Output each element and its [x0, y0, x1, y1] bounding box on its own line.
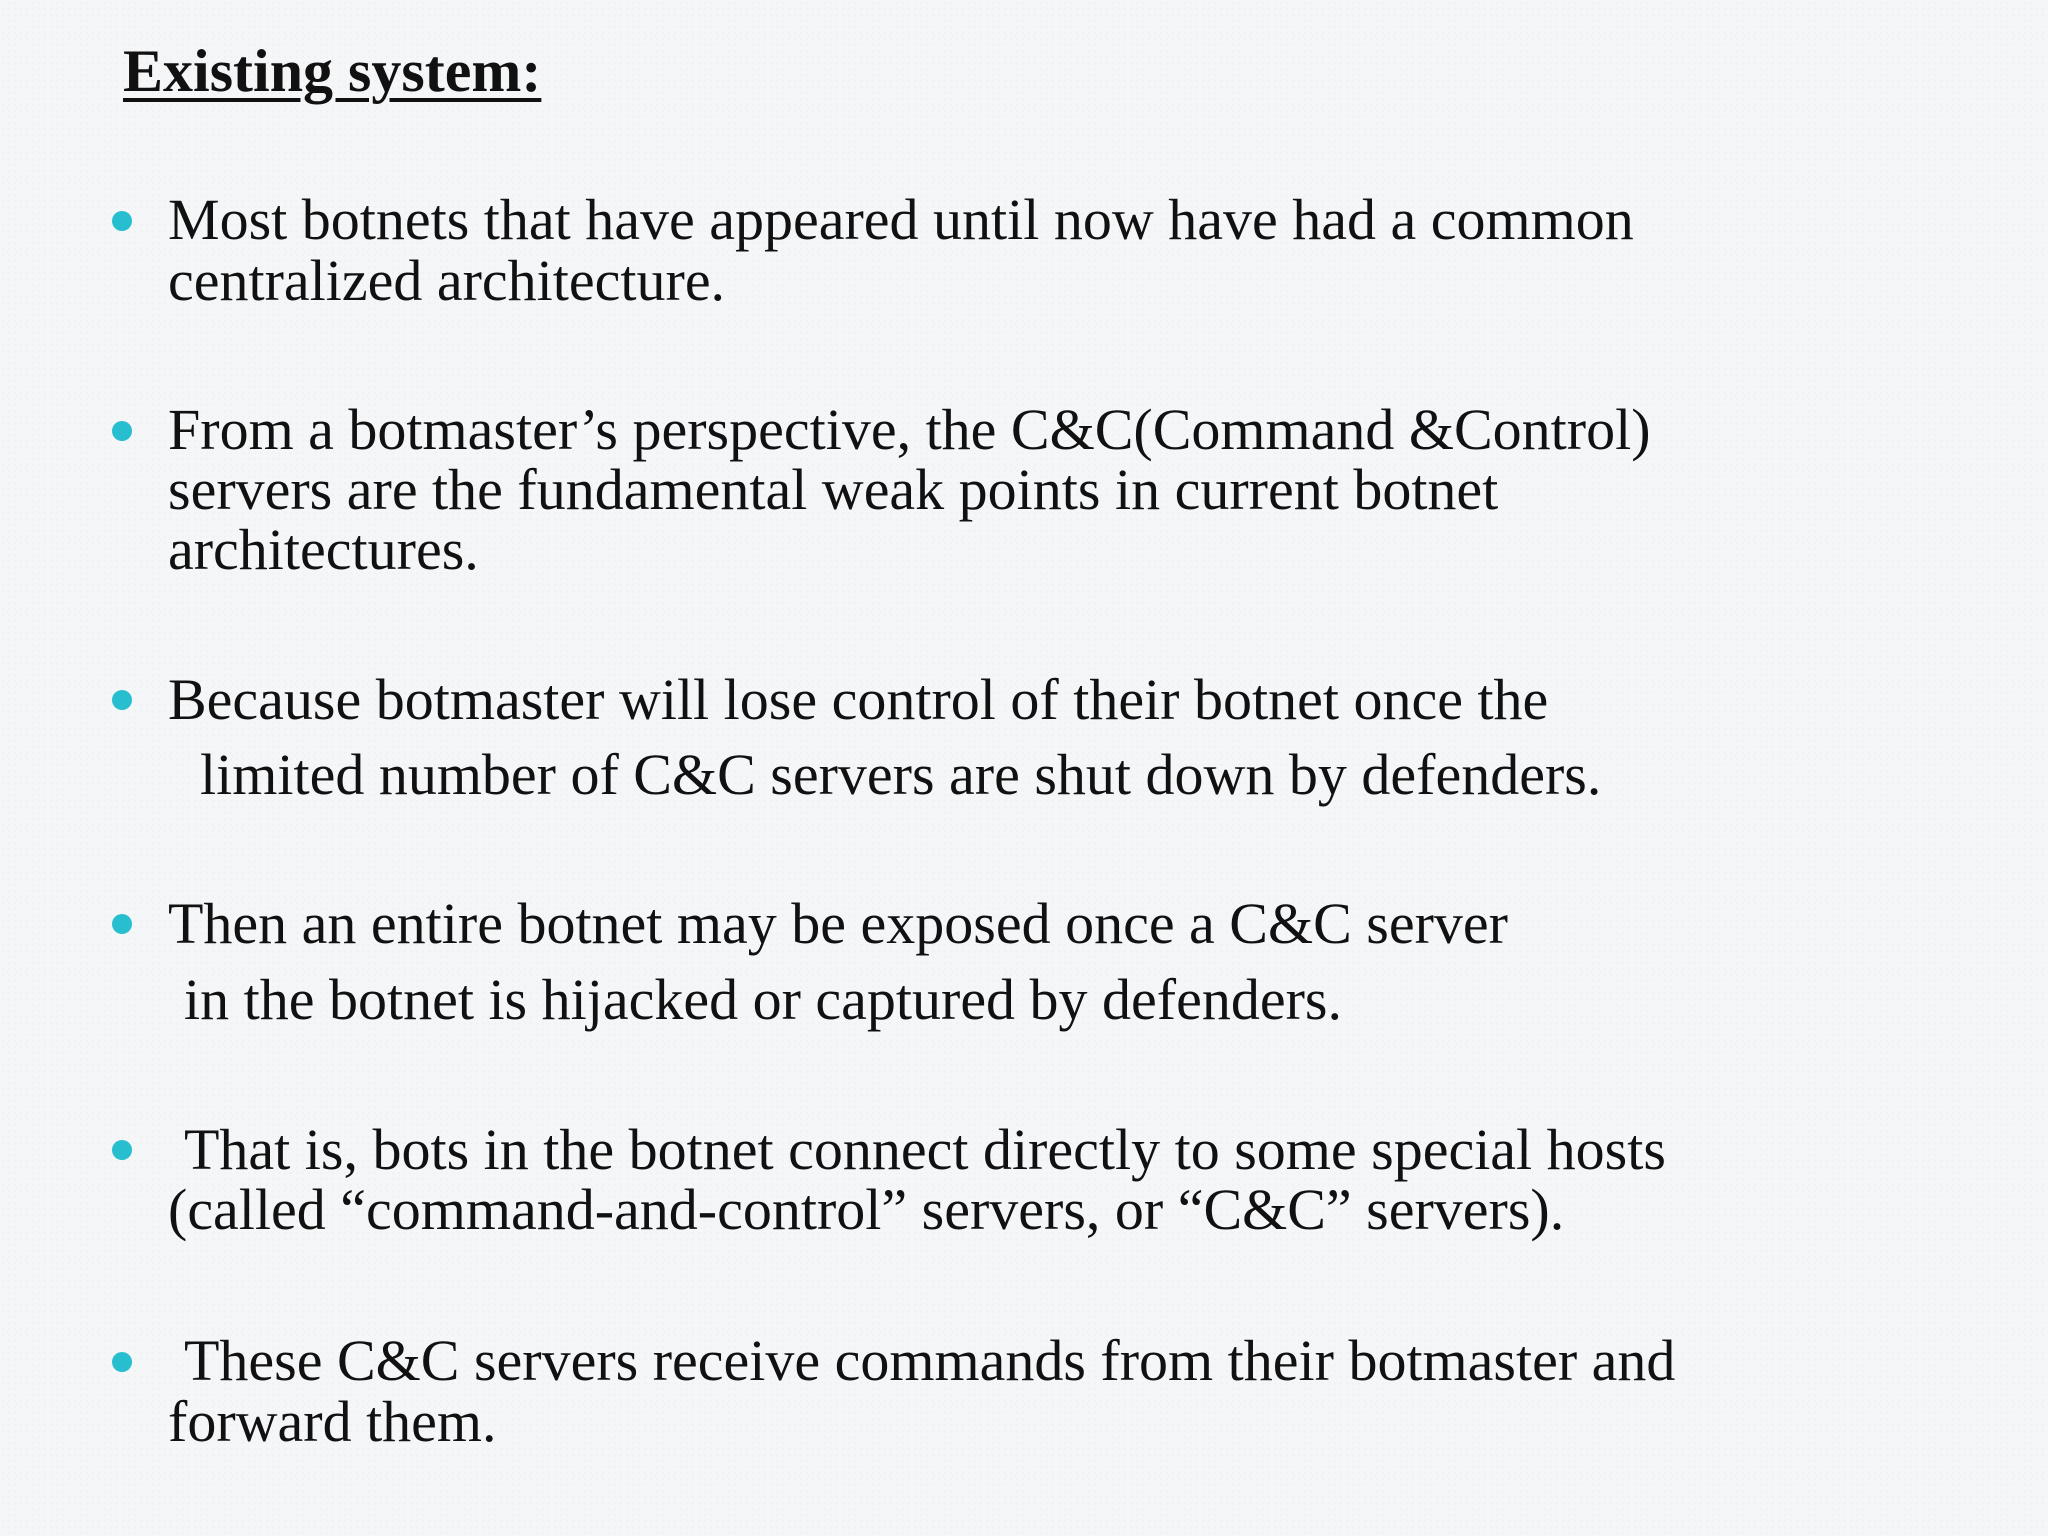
bullet-2-line-1: From a botmaster’s perspective, the C&C(Command &Control) — [168, 397, 1651, 462]
slide-title: Existing system: — [123, 38, 542, 104]
bullet-dot-icon — [112, 1352, 132, 1372]
bullet-dot-icon — [112, 914, 132, 934]
bullet-1-line-2: centralized architecture. — [168, 248, 726, 313]
bullet-4-line-2: in the botnet is hijacked or captured by defenders. — [184, 967, 1342, 1032]
bullet-6-line-2: forward them. — [168, 1389, 497, 1454]
bullet-dot-icon — [112, 1140, 132, 1160]
bullet-5-line-1: That is, bots in the botnet connect directly to some special hosts — [184, 1117, 1666, 1182]
bullet-4-line-1: Then an entire botnet may be exposed once a C&C server — [168, 891, 1508, 956]
bullet-dot-icon — [112, 211, 132, 231]
bullet-3-line-1: Because botmaster will lose control of their botnet once the — [168, 667, 1549, 732]
bullet-5-line-2: (called “command-and-control” servers, or “C&C” servers). — [168, 1177, 1565, 1242]
bullet-dot-icon — [112, 421, 132, 441]
bullet-dot-icon — [112, 690, 132, 710]
bullet-3-line-2: limited number of C&C servers are shut down by defenders. — [200, 742, 1602, 807]
bullet-2-line-2: servers are the fundamental weak points in current botnet — [168, 457, 1499, 522]
bullet-6-line-1: These C&C servers receive commands from their botmaster and — [184, 1328, 1676, 1393]
bullet-2-line-3: architectures. — [168, 517, 479, 582]
bullet-1-line-1: Most botnets that have appeared until now have had a common — [168, 187, 1634, 252]
